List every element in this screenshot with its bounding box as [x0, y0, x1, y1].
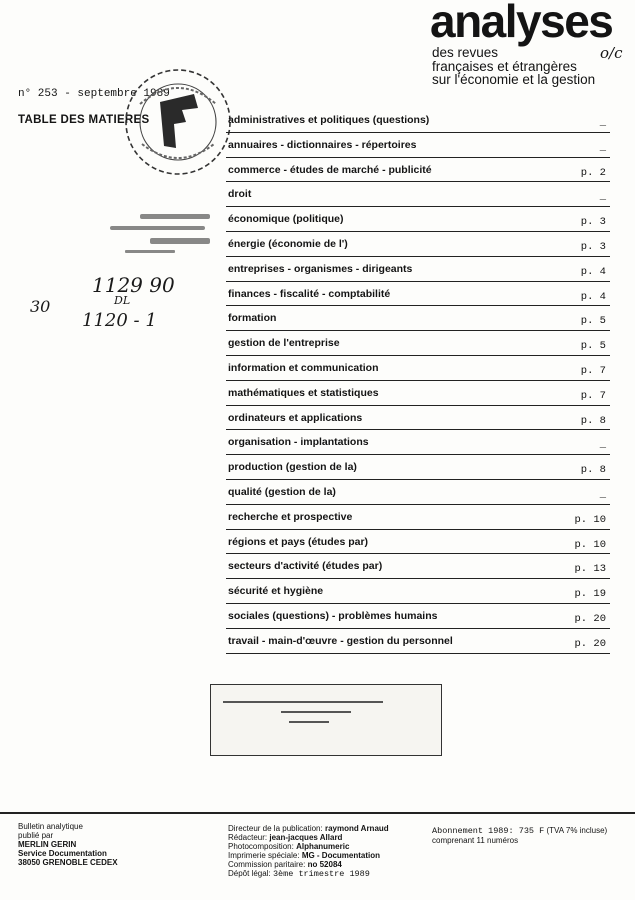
- toc-row: [226, 530, 610, 555]
- toc-row: [226, 406, 610, 431]
- publisher-department: Service Documentation: [18, 849, 107, 858]
- toc-category: formation: [228, 312, 277, 325]
- toc-category: sociales (questions) - problèmes humains: [228, 609, 438, 622]
- toc-row: [226, 455, 610, 480]
- toc-page: _: [599, 117, 606, 129]
- toc-category: mathématiques et statistiques: [228, 386, 379, 399]
- toc-category: secteurs d'activité (études par): [228, 560, 383, 573]
- toc-page: p. 13: [574, 563, 606, 576]
- toc-row: [226, 207, 610, 232]
- toc-category: sécurité et hygiène: [228, 585, 324, 598]
- subtitle-line: des revues: [432, 45, 499, 60]
- publisher-line: publié par: [18, 831, 54, 840]
- toc-row: [226, 430, 610, 455]
- toc-page: _: [599, 488, 606, 501]
- toc-page: p. 4: [580, 265, 606, 278]
- toc-page: p. 20: [574, 612, 606, 625]
- toc-row: [226, 579, 610, 604]
- publisher-line: Bulletin analytique: [18, 822, 83, 831]
- toc-row: [226, 182, 610, 207]
- toc-category: finances - fiscalité - comptabilité: [228, 287, 391, 300]
- toc-category: entreprises - organismes - dirigeants: [228, 262, 413, 275]
- faint-stamp-text-icon: [110, 214, 210, 253]
- toc-row: [226, 257, 610, 282]
- publication-title: analyses: [430, 0, 613, 47]
- toc-category: production (gestion de la): [228, 461, 357, 474]
- toc-category: annuaires - dictionnaires - répertoires: [228, 138, 417, 151]
- issue-line: n° 253 - septembre 1989: [18, 88, 170, 100]
- toc-page: p. 19: [574, 588, 606, 601]
- subscription-issues: comprenant 11 numéros: [432, 836, 519, 845]
- credit-value: raymond Arnaud: [324, 824, 389, 833]
- toc-page: p. 7: [580, 364, 606, 377]
- subtitle-line: françaises et étrangères: [432, 58, 577, 74]
- credit-value: Alphanumeric: [296, 842, 350, 851]
- toc-category: commerce - études de marché - publicité: [228, 163, 432, 176]
- toc-page: _: [599, 191, 606, 204]
- publication-subtitle: [432, 46, 595, 87]
- publisher-address: 38050 GRENOBLE CEDEX: [18, 858, 118, 867]
- toc-page: p. 8: [580, 414, 606, 427]
- toc-row: [226, 133, 610, 158]
- toc-page: _: [599, 141, 606, 154]
- toc-row: [226, 282, 610, 307]
- toc-page: p. 4: [580, 290, 606, 303]
- toc-row: [226, 554, 610, 579]
- toc-page: p. 5: [580, 340, 606, 353]
- toc-page: p. 7: [580, 389, 606, 402]
- subscription-block: [432, 826, 607, 845]
- toc-page: p. 2: [580, 166, 606, 179]
- handwritten-ok-mark: o/c: [600, 44, 623, 62]
- handwritten-note: DL: [114, 294, 131, 307]
- credit-label: Imprimerie spéciale:: [228, 851, 300, 860]
- table-of-contents: [226, 108, 610, 654]
- toc-row: [226, 381, 610, 406]
- subscription-vat: (TVA 7% incluse): [546, 826, 608, 835]
- credit-label: Photocomposition:: [228, 842, 294, 851]
- publisher-block: [18, 822, 118, 867]
- toc-page: p. 5: [580, 315, 606, 328]
- credit-value: 3ème trimestre 1989: [272, 869, 370, 879]
- toc-category: information et communication: [228, 361, 379, 374]
- footer-divider: [0, 812, 635, 814]
- toc-category: gestion de l'entreprise: [228, 337, 340, 350]
- toc-page: p. 3: [580, 216, 606, 229]
- handwritten-notes: [30, 200, 230, 330]
- handwritten-note: 30: [30, 297, 51, 316]
- credit-label: Rédacteur:: [228, 833, 268, 842]
- subtitle-line: sur l'économie et la gestion: [432, 72, 596, 87]
- pasted-clipping: [210, 684, 442, 756]
- toc-page: p. 10: [574, 513, 606, 526]
- toc-row: [226, 331, 610, 356]
- toc-page: p. 8: [580, 464, 606, 477]
- toc-category: administratives et politiques (questions): [228, 114, 430, 126]
- toc-category: travail - main-d'œuvre - gestion du personnel: [228, 634, 453, 647]
- toc-category: recherche et prospective: [228, 510, 353, 523]
- toc-row: [226, 604, 610, 629]
- subscription-price: Abonnement 1989: 735 F: [432, 826, 545, 836]
- toc-category: organisation - implantations: [228, 436, 369, 449]
- toc-category: régions et pays (études par): [228, 535, 369, 548]
- toc-row: [226, 356, 610, 381]
- toc-page: p. 10: [574, 538, 606, 551]
- toc-page: _: [599, 439, 606, 452]
- toc-row: [226, 480, 610, 505]
- credit-value: no 52084: [307, 860, 342, 869]
- publisher-company: MERLIN GERIN: [18, 840, 77, 849]
- toc-category: économique (politique): [228, 213, 344, 226]
- toc-category: énergie (économie de l'): [228, 237, 348, 250]
- library-stamp-icon: [120, 64, 236, 180]
- handwritten-note: 1120 - 1: [82, 310, 157, 330]
- credit-label: Directeur de la publication:: [228, 824, 323, 833]
- toc-category: droit: [228, 188, 252, 201]
- credit-value: jean-jacques Allard: [269, 833, 343, 842]
- credit-label: Dépôt légal:: [228, 869, 271, 878]
- credit-label: Commission paritaire:: [228, 860, 306, 869]
- toc-page: p. 3: [580, 240, 606, 253]
- credits-block: [228, 824, 389, 879]
- toc-category: ordinateurs et applications: [228, 411, 363, 424]
- credit-value: MG - Documentation: [301, 851, 381, 860]
- handwritten-note: 1129 90: [92, 273, 175, 297]
- toc-row: [226, 232, 610, 257]
- toc-heading: TABLE DES MATIERES: [18, 114, 150, 126]
- toc-row: [226, 306, 610, 331]
- toc-row: [226, 629, 610, 654]
- toc-row: [226, 108, 610, 133]
- toc-page: p. 20: [574, 637, 606, 650]
- toc-row: [226, 158, 610, 183]
- toc-row: [226, 505, 610, 530]
- toc-category: qualité (gestion de la): [228, 485, 336, 498]
